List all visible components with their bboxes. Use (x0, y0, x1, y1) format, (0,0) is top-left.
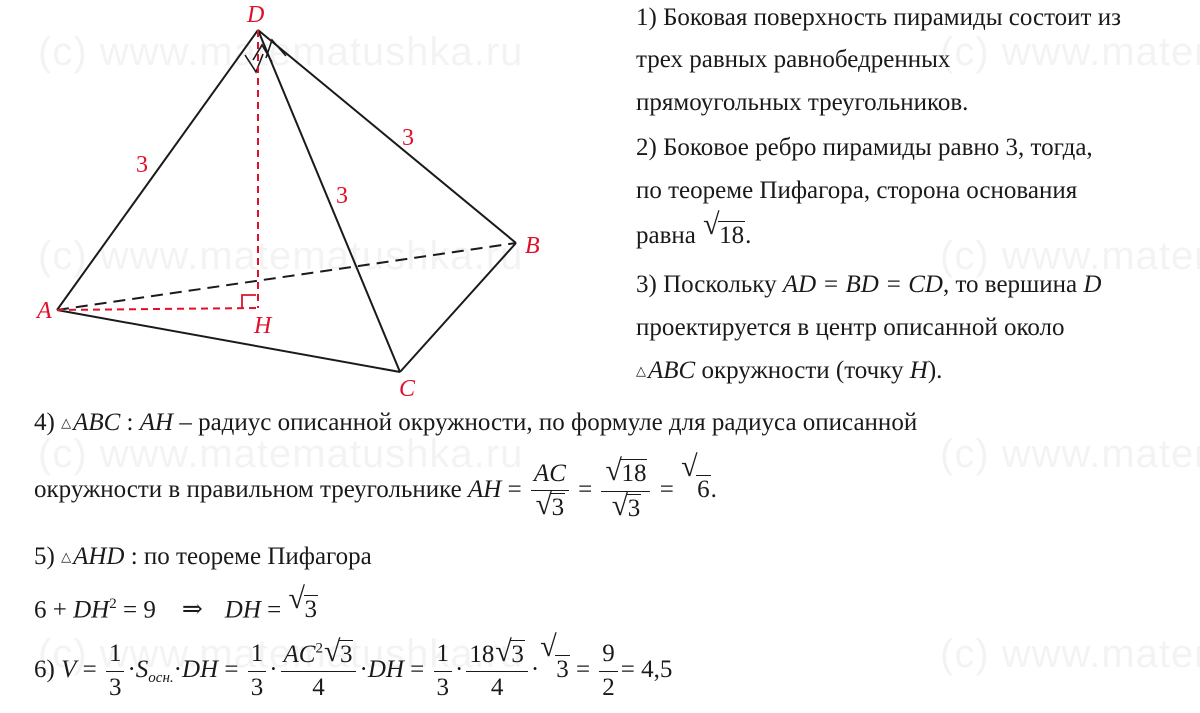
step-1-line-1: 1) Боковая поверхность пирамиды состоит из (636, 4, 1121, 31)
step-6-line-1: 6) V = $\frac{1}{3}$ $\cdot S_{осн.}\cdot DH$ = $\frac{1}{3}$ · $AC^2$ √ 3 4 ·DH = $\frac{1}{3}$ · 18 √ 3 4 · √ 3 = $\frac{9}{2}$ = 4,5 (34, 630, 673, 702)
watermark (940, 632, 1200, 677)
vertex-c-label: C (399, 376, 416, 402)
step-4-line-1: 4) △ABC : AH – радиус описанной окружности, по формуле для радиуса описанной (34, 409, 918, 436)
step-1-line-3: прямоугольных треугольников. (636, 89, 969, 116)
right-angle-mark (245, 54, 263, 72)
vertex-d-label: D (247, 2, 265, 28)
fraction: $\frac{9}{2}$ (599, 640, 618, 703)
fraction: $\frac{1}{3}$ (248, 640, 267, 703)
step-2-line-3: равна √ 18. (636, 213, 751, 258)
step-2-line-2: по теореме Пифагора, сторона основания (636, 177, 1078, 204)
triangle-icon: △ (61, 415, 72, 430)
fraction: $\frac{1}{3}$ (106, 640, 125, 703)
text: равна (636, 222, 703, 249)
watermark (940, 432, 1200, 477)
point-h-label: H (254, 313, 272, 339)
step-3-line-3: △ABC окружности (точку H). (636, 357, 943, 384)
pyramid-figure (0, 0, 600, 410)
edge-ab-hidden (57, 243, 516, 310)
edge-ac (57, 310, 400, 372)
edge-bd (258, 30, 516, 243)
sqrt: √ 18 (703, 208, 745, 249)
step-2-line-1: 2) Боковое ребро пирамиды равно 3, тогда, (636, 134, 1093, 161)
fraction: $AC^2$ √ 3 4 (281, 640, 357, 704)
edge-ad (57, 30, 258, 310)
edge-bc (400, 243, 516, 372)
vertex-a-label: A (37, 298, 52, 324)
edge-bd-length: 3 (402, 125, 414, 151)
triangle-icon: △ (636, 363, 646, 378)
segment-ah (57, 308, 258, 310)
step-5-line-1: 5) △AHD : по теореме Пифагора (34, 543, 372, 570)
fraction: 18 √ 3 4 (466, 640, 528, 704)
step-4-line-2: окружности в правильном треугольнике AH = AC √ 3 = √ 18 √ 3 = √ 6. (34, 450, 717, 522)
edge-cd-length: 3 (336, 183, 348, 209)
fraction: $\frac{1}{3}$ (434, 640, 453, 703)
step-5-line-2: $6 + DH^2 = 9$ ⇒ DH = √ 3 (34, 582, 317, 624)
edge-ad-length: 3 (136, 152, 148, 178)
triangle-icon: △ (61, 549, 72, 564)
right-angle-mark-h (242, 295, 256, 308)
fraction: √ 18 √ 3 (601, 459, 650, 524)
edge-cd (258, 30, 400, 372)
step-3-line-2: проектируется в центр описанной около (636, 314, 1065, 341)
vertex-b-label: B (525, 233, 540, 259)
step-3-line-1: 3) Поскольку AD = BD = CD, то вершина D (636, 271, 1102, 298)
fraction: AC √ 3 (531, 460, 569, 524)
step-1-line-2: трех равных равнобедренных (636, 46, 951, 73)
